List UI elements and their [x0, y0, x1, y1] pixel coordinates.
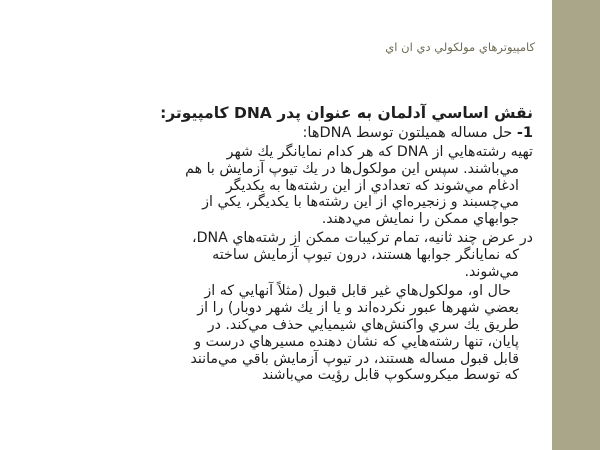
paragraph-line: حال او، مولكول‌هاي غير قابل قبول (مثلاً آنهايي كه از	[204, 283, 511, 300]
subheading-number: 1-	[516, 125, 533, 141]
paragraph-line: طريق يك سري واكنش‌هاي شيميايي حذف مي‌كند. در	[207, 316, 519, 333]
paragraph-3	[28, 283, 533, 384]
paragraph-line: قابل قبول مساله هستند، در تيوپ آزمايش باقي مي‌مانند	[190, 350, 519, 367]
slide-content	[28, 104, 533, 384]
paragraph-2	[28, 230, 533, 280]
decorative-side-bar	[552, 0, 600, 450]
paragraph-line: جوابهاي ممكن را نمايش مي‌دهند.	[321, 211, 519, 228]
paragraph-line: تهيه رشته‌هايي از DNA كه هر كدام نمايانگر يك شهر	[226, 144, 533, 160]
slide-title: كامپيوترهاي مولكولي دي ان اي	[385, 40, 535, 54]
paragraph-line: پايان، تنها رشته‌هايي كه نشان دهنده مسيرهاي درست و	[194, 333, 519, 350]
subheading-text: حل مساله هميلتون توسط DNAها:	[302, 125, 517, 141]
paragraph-line: در عرض چند ثانيه، تمام تركيبات ممكن از رشته‌هاي DNA،	[191, 229, 533, 246]
paragraph-line: مي‌شوند.	[464, 263, 519, 280]
paragraph-line: مي‌باشند. سپس اين مولكول‌ها در يك تيوپ آزمايش با هم	[185, 160, 519, 177]
paragraph-line: كه نمايانگر جوابها هستند، درون تيوپ آزمايش ساخته	[212, 246, 519, 263]
paragraph-line: مي‌چسبند و زنجيره‌اي از اين رشته‌ها با يكديگر، يكي از	[202, 194, 519, 211]
paragraph-line: ادغام مي‌شوند كه تعدادي از اين رشته‌ها به يكديگر	[225, 177, 519, 194]
section-heading: نقش اساسي آدلمان به عنوان پدر DNA كامپيوتر:	[160, 104, 533, 122]
paragraph-line: بعضي شهرها عبور نكرده‌اند و يا از يك شهر دوبار) را از	[197, 300, 519, 317]
paragraph-line: كه توسط ميكروسكوپ قابل رؤيت مي‌باشند	[261, 367, 519, 384]
paragraph-1	[28, 144, 533, 228]
subheading	[28, 124, 533, 142]
